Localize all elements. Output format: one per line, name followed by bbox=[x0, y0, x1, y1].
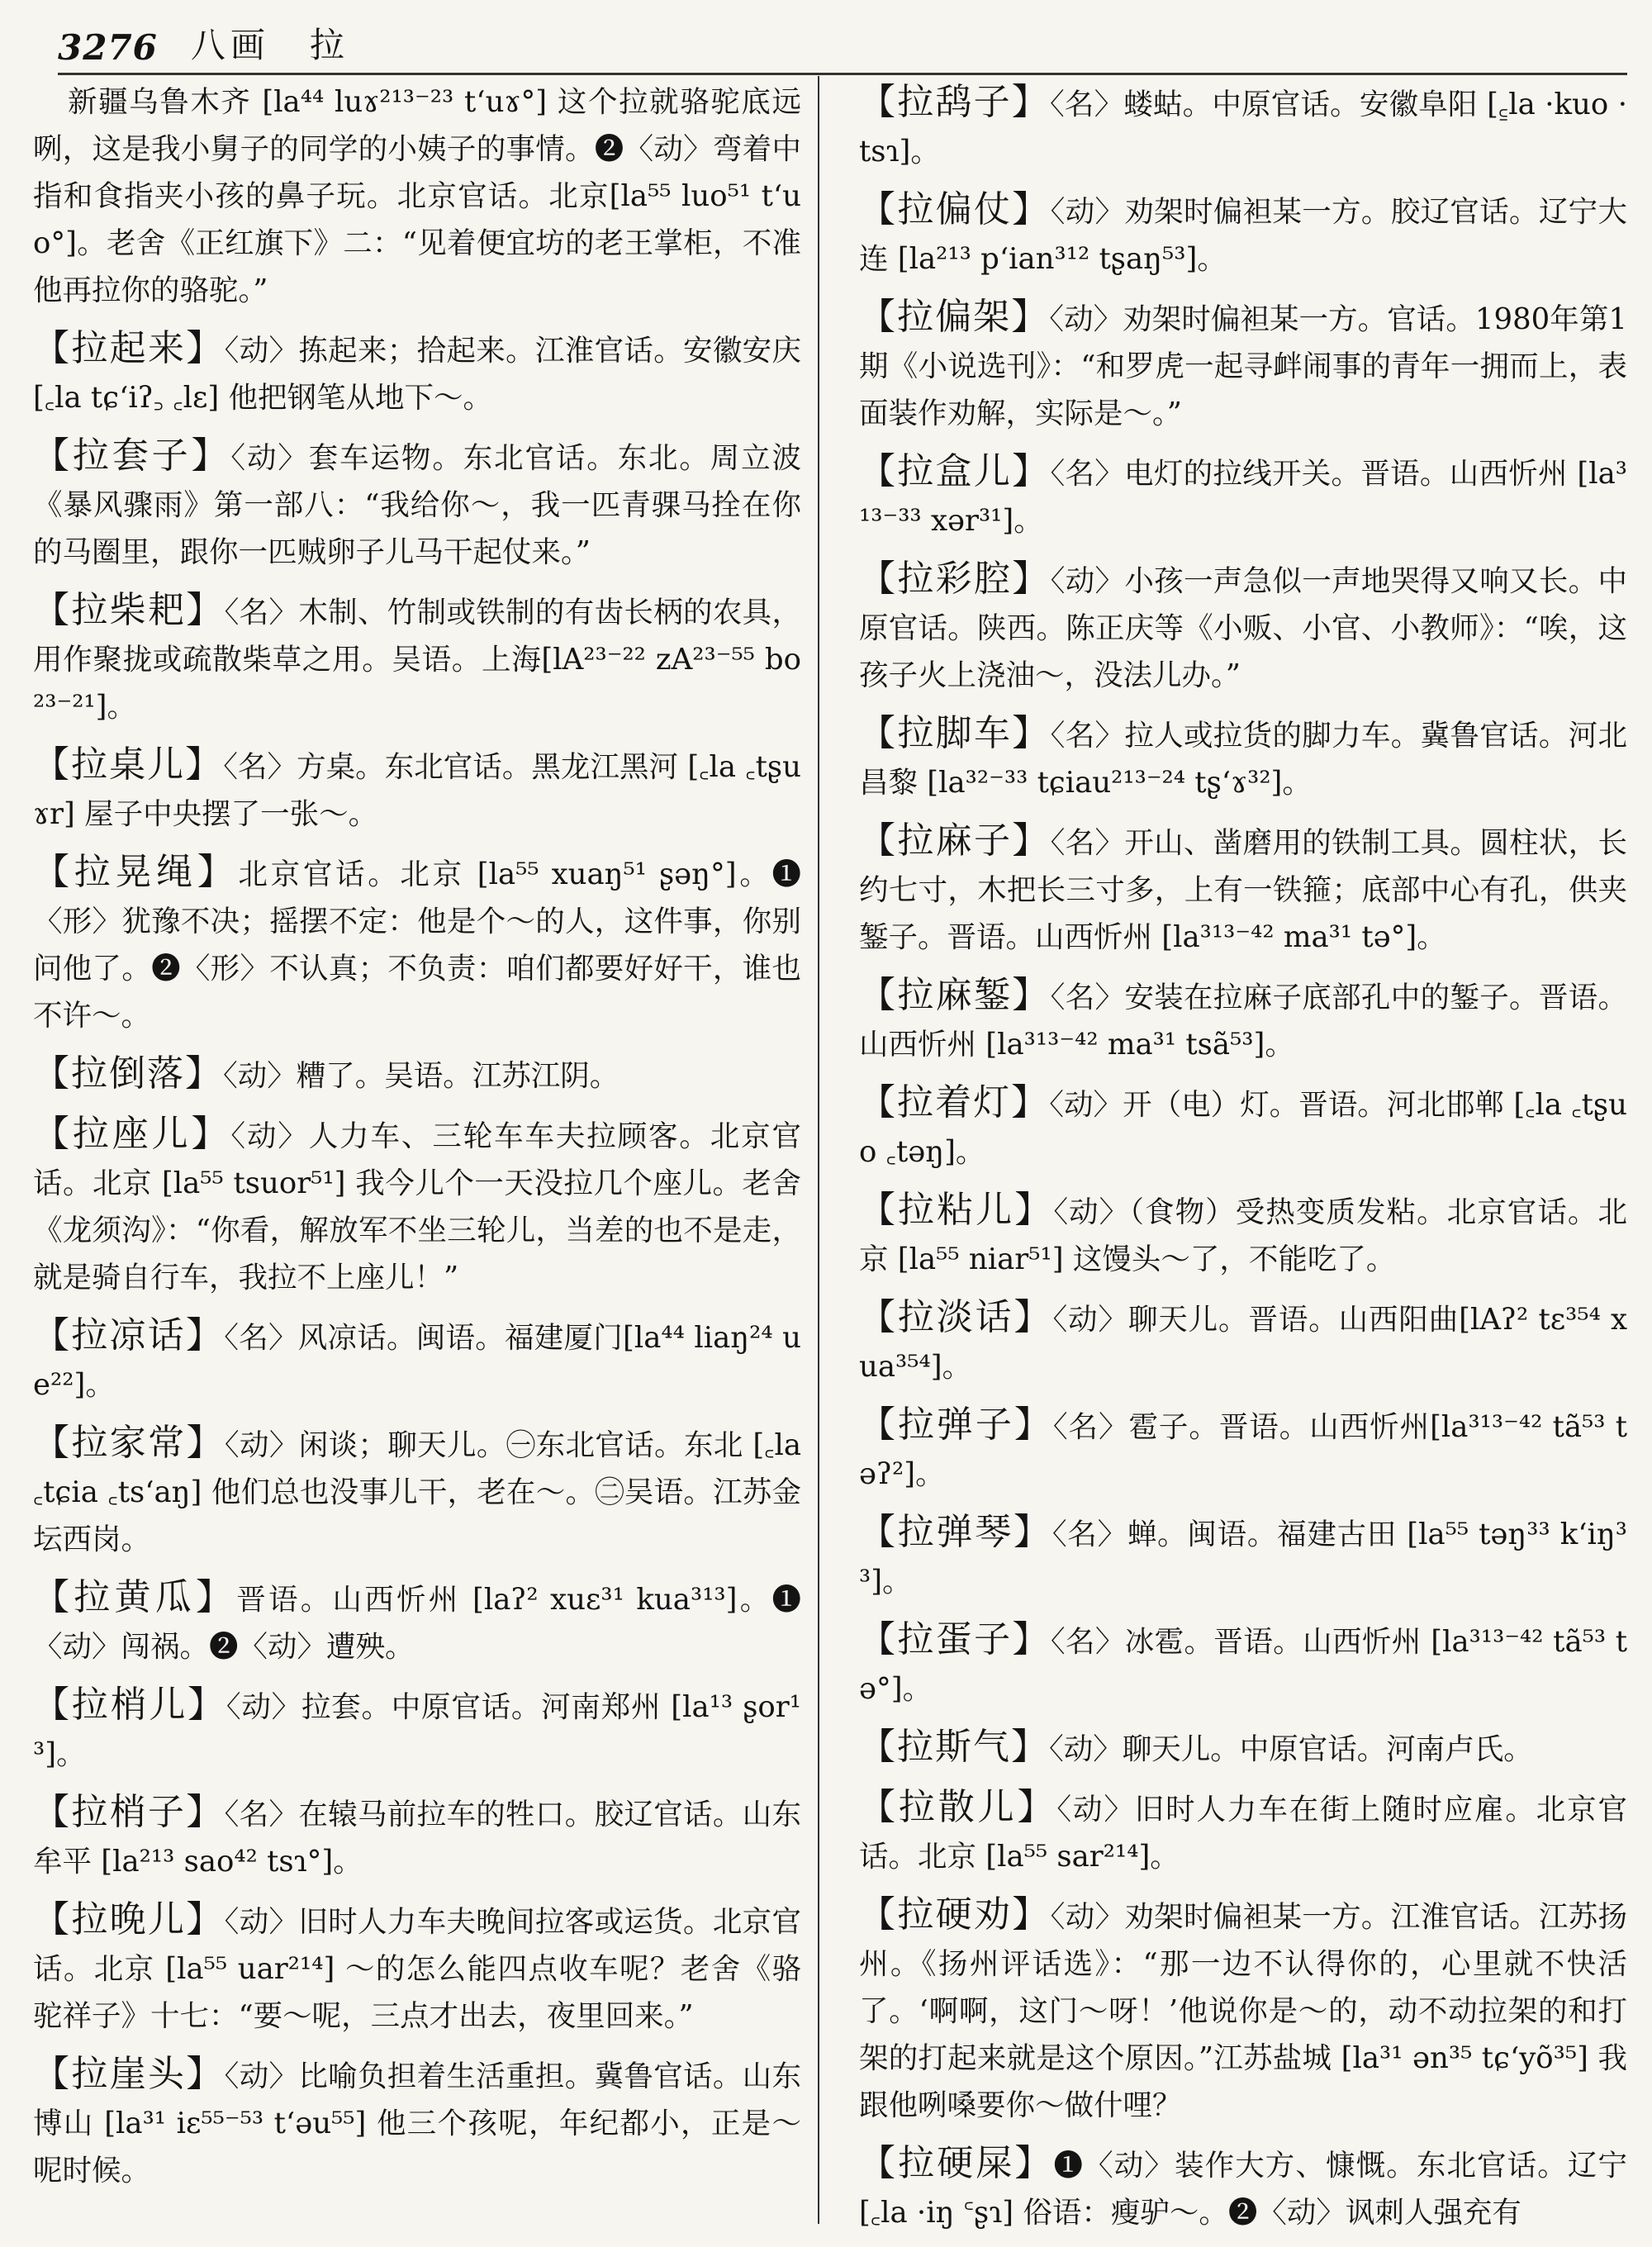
entry-headword: 【拉起来】 bbox=[33, 327, 225, 369]
entry-definition: 〈名〉木制、竹制或铁制的有齿长柄的农具，用作聚拢或疏散柴草之用。吴语。上海[lA²³⁻²² zA²³⁻⁵⁵ bo²³⁻²¹]。 bbox=[33, 596, 801, 724]
dictionary-entry bbox=[33, 1050, 801, 1100]
entry-headword: 【拉粘儿】 bbox=[859, 1189, 1054, 1231]
entry-definition: 〈动〉（食物）受热变质发粘。北京官话。北京 [la⁵⁵ niar⁵¹] 这馒头～了，不能吃了。 bbox=[859, 1195, 1627, 1276]
dictionary-entry bbox=[33, 1110, 801, 1301]
entry-definition: 〈动〉人力车、三轮车车夫拉顾客。北京官话。北京 [la⁵⁵ tsuor⁵¹] 我今儿个一天没拉几个座儿。老舍《龙须沟》：“你看，解放军不坐三轮儿，当差的也不是走，就是骑自行车，我拉不上座儿！” bbox=[33, 1119, 801, 1295]
left-column bbox=[33, 78, 801, 2205]
entry-headword: 【拉套子】 bbox=[33, 435, 231, 477]
entry-headword: 【拉散儿】 bbox=[859, 1786, 1057, 1828]
dictionary-entry bbox=[859, 293, 1627, 437]
dictionary-entry bbox=[33, 848, 801, 1039]
entry-definition: 〈动〉聊天儿。中原官话。河南卢氏。 bbox=[1049, 1732, 1533, 1766]
entry-definition: 〈动〉劝架时偏袒某一方。江淮官话。江苏扬州。《扬州评话选》：“那一边不认得你的，心里就不快活了。‘啊啊，这门～呀！’他说你是～的，动不动拉架的和打架的打起来就是这个原因。”江苏盐城 [la³¹ ən³⁵ tɕ‘yõ³⁵] 我跟他咧嗓要你～做什哩？ bbox=[859, 1900, 1627, 2122]
entry-headword: 【拉麻子】 bbox=[859, 819, 1051, 862]
entry-headword: 【拉柴耙】 bbox=[33, 589, 225, 631]
entry-definition: 晋语。山西忻州 [laʔ² xuɛ³¹ kua³¹³]。❶〈动〉闯祸。❷〈动〉遭殃。 bbox=[33, 1583, 801, 1664]
dictionary-entry bbox=[33, 741, 801, 838]
entry-definition: 〈名〉电灯的拉线开关。晋语。山西忻州 [la³¹³⁻³³ xər³¹]。 bbox=[859, 457, 1628, 538]
entry-headword: 【拉硬屎】 bbox=[859, 2142, 1054, 2184]
entry-headword: 【拉桌儿】 bbox=[33, 743, 224, 786]
entry-headword: 【拉崖头】 bbox=[33, 2053, 225, 2095]
dictionary-entry bbox=[859, 555, 1627, 699]
dictionary-entry bbox=[33, 1681, 801, 1778]
entry-headword: 【拉倒落】 bbox=[33, 1052, 223, 1095]
page-number: 3276 bbox=[58, 27, 158, 68]
entry-headword: 【拉弹琴】 bbox=[859, 1511, 1052, 1553]
entry-headword: 【拉家常】 bbox=[33, 1422, 225, 1464]
dictionary-entry bbox=[33, 1789, 801, 1885]
dictionary-entry bbox=[859, 710, 1627, 806]
dictionary-entry bbox=[33, 1574, 801, 1670]
entry-definition: 〈动〉旧时人力车夫晚间拉客或运货。北京官话。北京 [la⁵⁵ uar²¹⁴] ～的怎么能四点收车呢？老舍《骆驼祥子》十七：“要～呢，三点才出去，夜里回来。” bbox=[33, 1905, 801, 2033]
entry-definition: 〈动〉开（电）灯。晋语。河北邯郸 [꜀la ꜀tʂuo ꜀təŋ]。 bbox=[859, 1088, 1628, 1169]
dictionary-entry bbox=[33, 1312, 801, 1409]
entry-headword: 【拉硬劝】 bbox=[859, 1893, 1051, 1936]
dictionary-entry bbox=[859, 78, 1627, 175]
entry-headword: 【拉着灯】 bbox=[859, 1081, 1050, 1124]
dictionary-entry bbox=[859, 448, 1627, 544]
entry-headword: 【拉座儿】 bbox=[33, 1113, 231, 1155]
entry-definition: 北京官话。北京 [la⁵⁵ xuaŋ⁵¹ ʂəŋ°]。❶〈形〉犹豫不决；摇摆不定：他是个～的人，这件事，你别问他了。❷〈形〉不认真；不负责：咱们都要好好干，谁也不许～。 bbox=[33, 857, 802, 1033]
entry-headword: 【拉凉话】 bbox=[33, 1314, 225, 1356]
entry-definition: 〈名〉冰雹。晋语。山西忻州 [la³¹³⁻⁴² tã⁵³ tə°]。 bbox=[859, 1625, 1628, 1706]
entry-headword: 【拉梢子】 bbox=[33, 1791, 225, 1833]
entry-definition: 〈动〉拉套。中原官话。河南郑州 [la¹³ ʂor¹³]。 bbox=[33, 1690, 801, 1771]
column-divider bbox=[818, 76, 819, 2224]
entry-definition: 〈动〉旧时人力车在街上随时应雇。北京官话。北京 [la⁵⁵ sar²¹⁴]。 bbox=[859, 1793, 1627, 1874]
entry-headword: 【拉麻錾】 bbox=[859, 974, 1051, 1016]
dictionary-entry bbox=[33, 432, 801, 576]
entry-headword: 【拉鸹子】 bbox=[859, 81, 1050, 123]
dictionary-entry bbox=[859, 1723, 1627, 1773]
dictionary-entry bbox=[859, 1616, 1627, 1713]
entry-headword: 【拉彩腔】 bbox=[859, 558, 1051, 600]
entry-headword: 【拉黄瓜】 bbox=[33, 1576, 237, 1618]
dictionary-entry bbox=[33, 587, 801, 730]
dictionary-entry bbox=[33, 325, 801, 421]
entry-definition: 〈名〉雹子。晋语。山西忻州[la³¹³⁻⁴² tã⁵³ təʔ²]。 bbox=[859, 1410, 1627, 1491]
dictionary-entry bbox=[859, 1508, 1627, 1605]
entry-definition: 〈名〉方桌。东北官话。黑龙江黑河 [꜀la ꜀tʂuɤr] 屋子中央摆了一张～。 bbox=[33, 750, 802, 831]
entry-definition: 〈名〉蝉。闽语。福建古田 [la⁵⁵ təŋ³³ k‘iŋ³³]。 bbox=[859, 1518, 1628, 1599]
entry-definition: 〈动〉劝架时偏袒某一方。胶辽官话。辽宁大连 [la²¹³ p‘ian³¹² tʂaŋ⁵³]。 bbox=[859, 195, 1627, 276]
dictionary-entry bbox=[33, 1419, 801, 1563]
entry-headword: 【拉蛋子】 bbox=[859, 1618, 1051, 1660]
entry-definition: 新疆乌鲁木齐 [la⁴⁴ luɤ²¹³⁻²³ t‘uɤ°] 这个拉就骆驼底远咧，这是我小舅子的同学的小姨子的事情。❷〈动〉弯着中指和食指夹小孩的鼻子玩。北京官话。北京[la⁵⁵ luo⁵¹ t‘uo°]。老舍《正红旗下》二：“见着便宜坊的老王掌柜，不准他再拉你的骆驼。” bbox=[33, 85, 801, 307]
entry-headword: 【拉晚儿】 bbox=[33, 1898, 225, 1941]
dictionary-entry bbox=[859, 817, 1627, 961]
right-column bbox=[859, 78, 1627, 2247]
entry-definition: 〈动〉劝架时偏袒某一方。官话。1980年第1期《小说选刊》：“和罗虎一起寻衅闹事的青年一拥而上，表面装作劝解，实际是～。” bbox=[859, 302, 1628, 430]
dictionary-entry bbox=[859, 1891, 1627, 2129]
entry-definition: 〈名〉风凉话。闽语。福建厦门[la⁴⁴ liaŋ²⁴ ue²²]。 bbox=[33, 1321, 802, 1402]
entry-definition: 〈动〉小孩一声急似一声地哭得又响又长。中原官话。陕西。陈正庆等《小贩、小官、小教师》：“唉，这孩子火上浇油～，没法儿办。” bbox=[859, 564, 1627, 692]
entry-headword: 【拉偏仗】 bbox=[859, 188, 1051, 230]
entry-definition: 〈动〉套车运物。东北官话。东北。周立波《暴风骤雨》第一部八：“我给你～，我一匹青骒马拴在你的马圈里，跟你一匹贼卵子儿马干起仗来。” bbox=[33, 441, 801, 569]
entry-definition: ❶〈动〉装作大方、慷慨。东北官话。辽宁 [꜀la ·iŋ ꜂ʂɿ] 俗语：瘦驴～。❷〈动〉讽刺人强充有 bbox=[859, 2149, 1627, 2230]
entry-headword: 【拉斯气】 bbox=[859, 1726, 1049, 1768]
entry-headword: 【拉偏架】 bbox=[859, 296, 1050, 338]
entry-definition: 〈动〉闲谈；聊天儿。㊀东北官话。东北 [꜀la ꜀tɕia ꜀ts‘aŋ] 他们总也没事儿干，老在～。㊁吴语。江苏金坛西岗。 bbox=[33, 1428, 802, 1556]
dictionary-entry bbox=[859, 1186, 1627, 1283]
dictionary-entry bbox=[33, 2050, 801, 2194]
entry-headword: 【拉晃绳】 bbox=[33, 851, 239, 893]
dictionary-entry bbox=[859, 1784, 1627, 1880]
entry-headword: 【拉盒儿】 bbox=[859, 450, 1051, 492]
entry-definition: 〈动〉聊天儿。晋语。山西阳曲[lAʔ² tɛ³⁵⁴ xua³⁵⁴]。 bbox=[859, 1303, 1627, 1384]
entry-headword: 【拉弹子】 bbox=[859, 1404, 1053, 1446]
entry-definition: 〈动〉拣起来；拾起来。江淮官话。安徽安庆 [꜀la tɕ‘iʔ꜆ ꜀lɛ] 他把钢笔从地下～。 bbox=[33, 334, 801, 415]
page-header bbox=[58, 15, 1627, 75]
entry-definition: 〈名〉开山、凿磨用的铁制工具。圆柱状，长约七寸，木把长三寸多，上有一铁箍；底部中心有孔，供夹錾子。晋语。山西忻州 [la³¹³⁻⁴² ma³¹ tə°]。 bbox=[859, 826, 1627, 954]
section-title: 八画 拉 bbox=[190, 25, 349, 65]
dictionary-entry bbox=[33, 78, 801, 314]
entry-definition: 〈名〉蝼蛄。中原官话。安徽阜阳 [꜁la ·kuo ·tsɿ]。 bbox=[859, 88, 1628, 169]
entry-definition: 〈名〉在辕马前拉车的牲口。胶辽官话。山东牟平 [la²¹³ sao⁴² tsɿ°]。 bbox=[33, 1798, 801, 1879]
entry-headword: 【拉淡话】 bbox=[859, 1296, 1053, 1338]
entry-definition: 〈动〉糟了。吴语。江苏江阴。 bbox=[223, 1059, 620, 1093]
entry-headword: 【拉梢儿】 bbox=[33, 1684, 226, 1726]
dictionary-entry bbox=[859, 186, 1627, 283]
entry-definition: 〈名〉安装在拉麻子底部孔中的錾子。晋语。山西忻州 [la³¹³⁻⁴² ma³¹ tsã⁵³]。 bbox=[859, 981, 1627, 1062]
dictionary-entry bbox=[859, 1401, 1627, 1498]
dictionary-entry bbox=[859, 1079, 1627, 1176]
dictionary-entry bbox=[859, 2140, 1627, 2236]
entry-headword: 【拉脚车】 bbox=[859, 712, 1051, 754]
entry-definition: 〈动〉比喻负担着生活重担。冀鲁官话。山东博山 [la³¹ iɛ⁵⁵⁻⁵³ t‘əu⁵⁵] 他三个孩呢，年纪都小，正是～呢时候。 bbox=[33, 2059, 801, 2188]
dictionary-entry bbox=[859, 971, 1627, 1068]
entry-definition: 〈名〉拉人或拉货的脚力车。冀鲁官话。河北昌黎 [la³²⁻³³ tɕiau²¹³⁻²⁴ tʂ‘ɤ³²]。 bbox=[859, 719, 1627, 800]
dictionary-entry bbox=[33, 1896, 801, 2040]
dictionary-entry bbox=[859, 1294, 1627, 1390]
